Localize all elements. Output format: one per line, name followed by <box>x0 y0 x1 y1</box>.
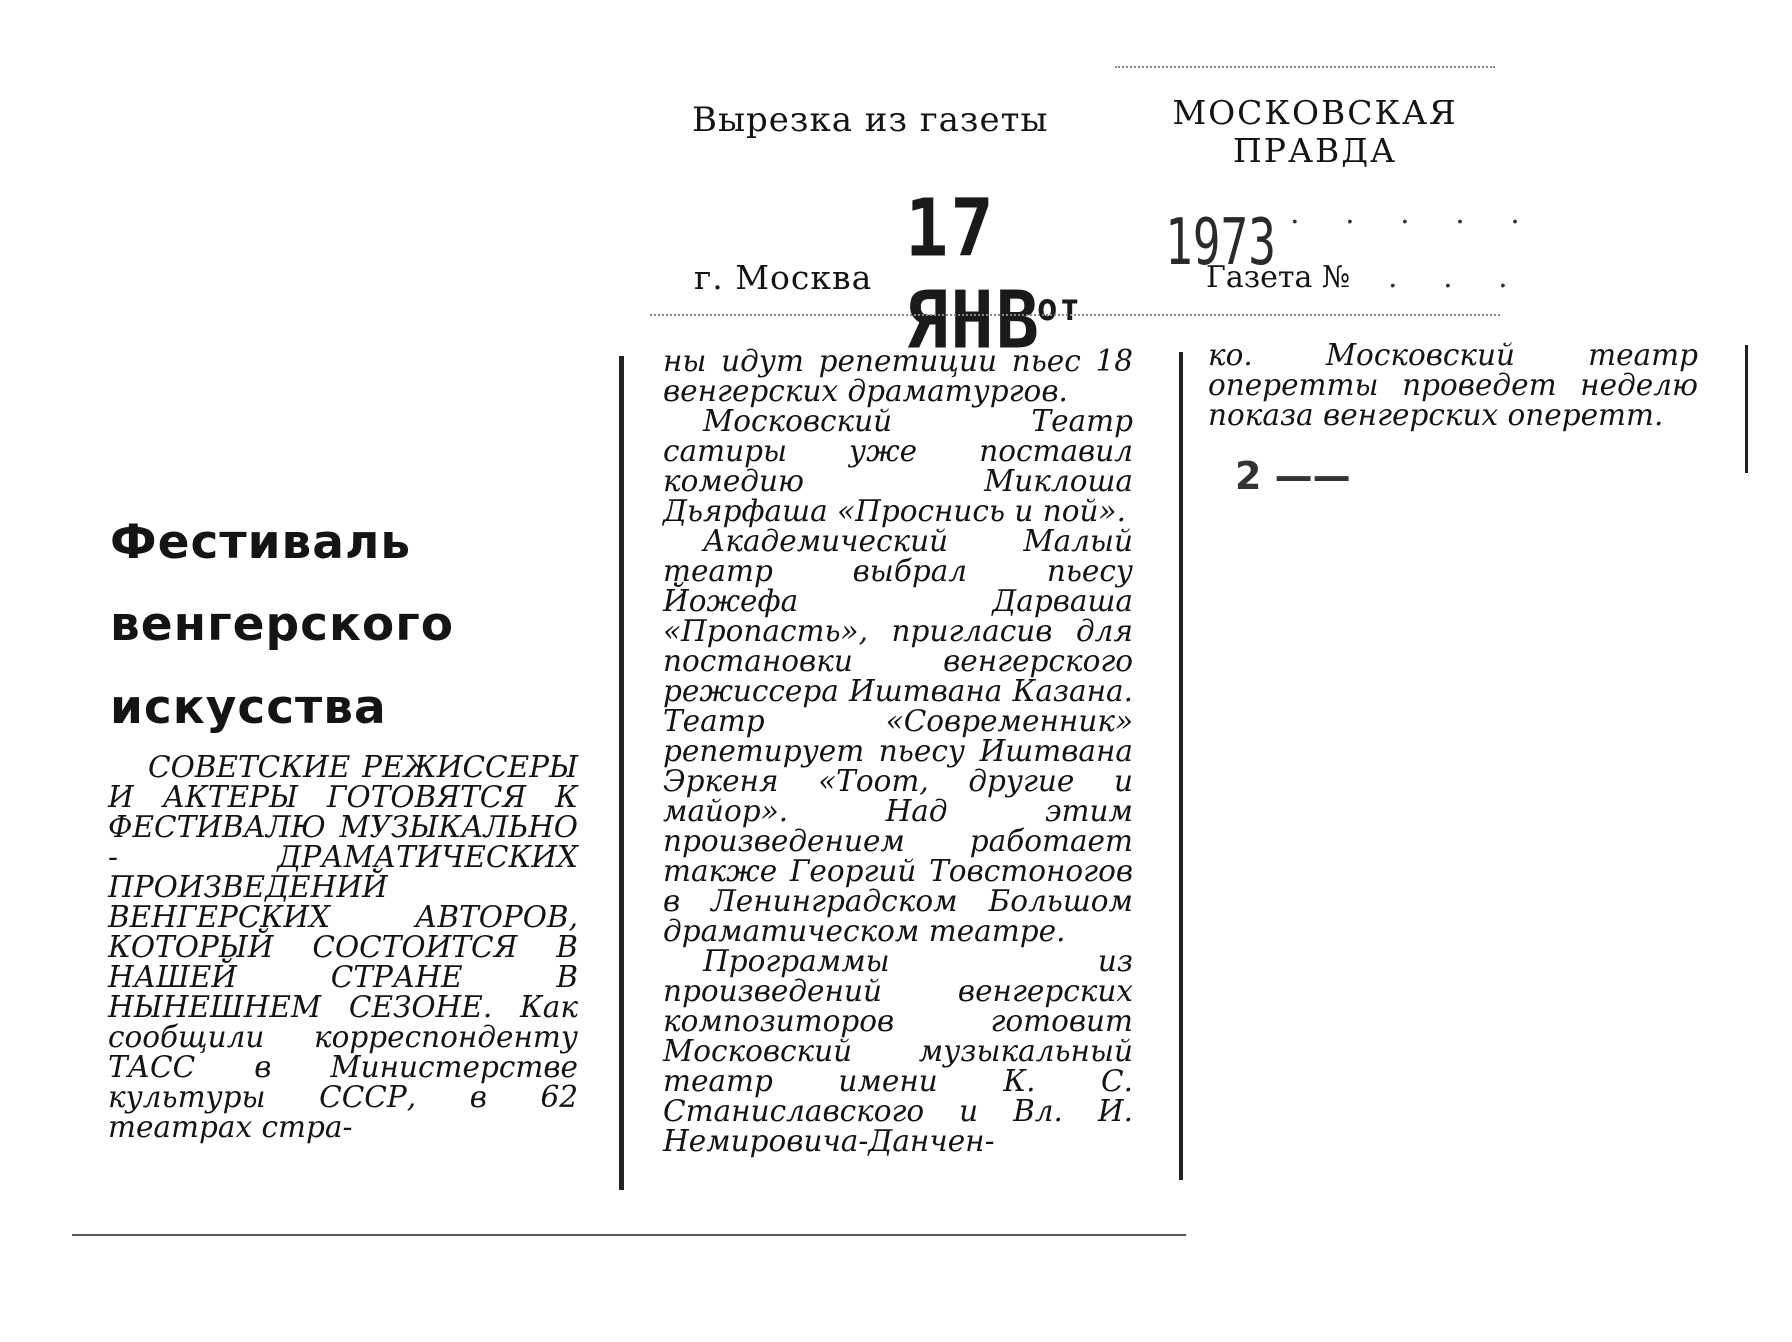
bottom-rule <box>72 1234 1186 1236</box>
headline-line-3: искусства <box>110 680 387 735</box>
paragraph: ко. Московский театр оперетты проведет неделю показа венгерских оперетт. <box>1208 338 1698 432</box>
paragraph: ны идут репетиции пьес 18 венгерских драматургов. <box>663 344 1133 408</box>
article-column-1 <box>108 752 578 1142</box>
stamp-separator: от <box>1037 286 1082 331</box>
city-label: г. Москва <box>694 258 873 297</box>
newspaper-name-line2: ПРАВДА <box>1232 131 1398 170</box>
stamp-month: ЯНВ <box>905 274 1042 367</box>
column-rule-2 <box>1179 352 1183 1180</box>
dots-bottom: . . . <box>1388 260 1526 295</box>
article-column-3 <box>1208 340 1698 430</box>
header-divider <box>650 314 1500 316</box>
headline-line-2: венгерского <box>110 597 455 652</box>
newspaper-name <box>1150 94 1480 170</box>
clipping-label: Вырезка из газеты <box>692 100 1049 140</box>
column-rule-1 <box>619 356 624 1190</box>
lead-caps: СОВЕТСКИЕ РЕЖИССЕРЫ И АКТЕРЫ ГОТОВЯТСЯ К ФЕСТИВАЛЮ МУЗЫКАЛЬНО - ДРАМАТИЧЕСКИХ ПРОИЗВЕДЕНИЙ ВЕНГЕРСКИХ АВТОРОВ, КОТОРЫЙ СОСТОИТСЯ В НАШЕЙ СТРАНЕ В НЫНЕШНЕМ СЕЗОНЕ. <box>108 750 578 1024</box>
paragraph: Академический Малый театр выбрал пьесу Йожефа Дарваша «Пропасть», пригласив для постановки венгерского режиссера Иштвана Казана. Театр «Современник» репетирует пьесу Иштвана Эркеня «Тоот, другие и майор». Над этим произведением работает также Георгий Товстоногов в Ленинградском Большом драматическом театре. <box>663 524 1133 948</box>
lead-continuation: Как сообщили корреспонденту ТАСС в Министерстве культуры СССР, в 62 театрах стра- <box>108 990 578 1144</box>
newspaper-name-line1: МОСКОВСКАЯ <box>1172 93 1458 132</box>
paragraph: Программы из произведений венгерских композиторов готовит Московский музыкальный театр имени К. С. Станиславского и Вл. И. Немировича-Данчен- <box>663 944 1133 1158</box>
lead-paragraph <box>108 752 578 1142</box>
article-column-2 <box>663 346 1133 1156</box>
stamp-year: 1973 <box>1165 206 1276 280</box>
top-dotted-rule <box>1115 66 1495 68</box>
end-mark: 2 —— <box>1235 454 1351 498</box>
gazeta-number-label: Газета № <box>1206 260 1351 295</box>
headline-line-1: Фестиваль <box>110 515 412 570</box>
stamp-day: 17 <box>905 181 996 274</box>
column-rule-3 <box>1745 345 1748 473</box>
paragraph: Московский Театр сатиры уже поставил комедию Миклоша Дьярфаша «Проснись и пой». <box>663 404 1133 528</box>
dots-top: . . . . . <box>1290 196 1538 231</box>
